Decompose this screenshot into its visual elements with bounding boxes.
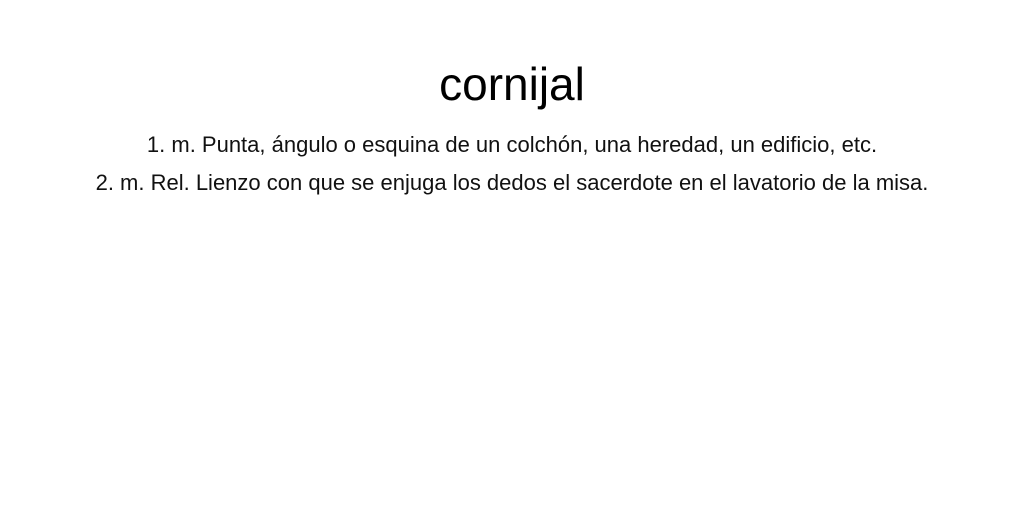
headword: cornijal [439, 58, 585, 110]
definition-2: 2. m. Rel. Lienzo con que se enjuga los dedos el sacerdote en el lavatorio de la misa. [95, 170, 929, 195]
definition-list [60, 126, 964, 202]
definition-1: 1. m. Punta, ángulo o esquina de un colchón, una heredad, un edificio, etc. [146, 132, 878, 157]
